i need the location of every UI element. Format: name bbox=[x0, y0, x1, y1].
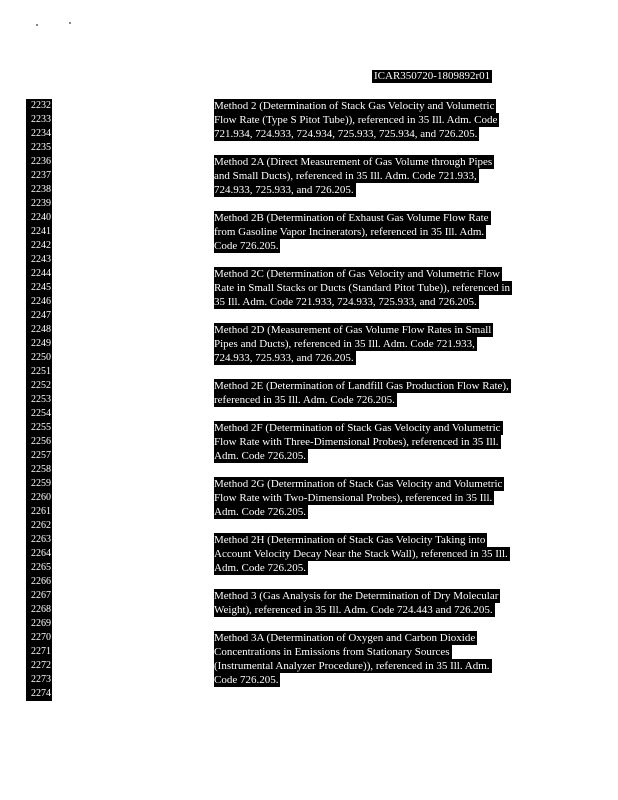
line-number: 2256 bbox=[26, 435, 52, 449]
line-number: 2250 bbox=[26, 351, 52, 365]
line-number: 2263 bbox=[26, 533, 52, 547]
line-number: 2272 bbox=[26, 659, 52, 673]
line-number: 2261 bbox=[26, 505, 52, 519]
line-number: 2248 bbox=[26, 323, 52, 337]
text-line: Adm. Code 726.205. bbox=[214, 450, 306, 462]
paragraph-gap bbox=[214, 463, 512, 477]
line-number: 2253 bbox=[26, 393, 52, 407]
line-number: 2246 bbox=[26, 295, 52, 309]
document-body bbox=[214, 99, 512, 701]
line-number: 2240 bbox=[26, 211, 52, 225]
paragraph-gap bbox=[214, 519, 512, 533]
text-line: Method 2E (Determination of Landfill Gas Production Flow Rate), bbox=[214, 380, 509, 392]
line-number: 2270 bbox=[26, 631, 52, 645]
text-line: Method 2G (Determination of Stack Gas Velocity and Volumetric bbox=[214, 478, 503, 490]
method-paragraph bbox=[214, 267, 512, 309]
paragraph-gap bbox=[214, 365, 512, 379]
text-line: Account Velocity Decay Near the Stack Wall), referenced in 35 Ill. bbox=[214, 548, 508, 560]
paragraph-gap bbox=[214, 407, 512, 421]
method-paragraph bbox=[214, 421, 512, 463]
line-number: 2251 bbox=[26, 365, 52, 379]
line-number: 2237 bbox=[26, 169, 52, 183]
line-number: 2264 bbox=[26, 547, 52, 561]
text-line: Method 3A (Determination of Oxygen and Carbon Dioxide bbox=[214, 632, 476, 644]
paragraph-gap bbox=[214, 617, 512, 631]
line-number: 2235 bbox=[26, 141, 52, 155]
text-line: Weight), referenced in 35 Ill. Adm. Code 724.443 and 726.205. bbox=[214, 604, 493, 616]
paragraph-gap bbox=[214, 141, 512, 155]
text-line: Concentrations in Emissions from Stationary Sources bbox=[214, 646, 450, 658]
text-line: Method 2H (Determination of Stack Gas Velocity Taking into bbox=[214, 534, 486, 546]
line-number: 2255 bbox=[26, 421, 52, 435]
line-number: 2245 bbox=[26, 281, 52, 295]
text-line: Rate in Small Stacks or Ducts (Standard Pitot Tube)), referenced in bbox=[214, 282, 511, 294]
text-line: Code 726.205. bbox=[214, 674, 279, 686]
line-number: 2269 bbox=[26, 617, 52, 631]
text-line: 724.933, 725.933, and 726.205. bbox=[214, 352, 354, 364]
text-line: Adm. Code 726.205. bbox=[214, 506, 306, 518]
line-number: 2247 bbox=[26, 309, 52, 323]
paragraph-gap bbox=[214, 253, 512, 267]
line-number: 2268 bbox=[26, 603, 52, 617]
method-paragraph bbox=[214, 379, 512, 407]
method-paragraph bbox=[214, 631, 512, 687]
line-number: 2234 bbox=[26, 127, 52, 141]
line-number: 2267 bbox=[26, 589, 52, 603]
method-paragraph bbox=[214, 589, 512, 617]
text-line: Flow Rate with Two-Dimensional Probes), referenced in 35 Ill. bbox=[214, 492, 493, 504]
text-line: Flow Rate with Three-Dimensional Probes), referenced in 35 Ill. bbox=[214, 436, 499, 448]
line-number: 2243 bbox=[26, 253, 52, 267]
text-line: Method 2F (Determination of Stack Gas Velocity and Volumetric bbox=[214, 422, 501, 434]
text-line: Method 2D (Measurement of Gas Volume Flow Rates in Small bbox=[214, 324, 492, 336]
line-number: 2242 bbox=[26, 239, 52, 253]
text-line: 724.933, 725.933, and 726.205. bbox=[214, 184, 354, 196]
text-line: Method 2B (Determination of Exhaust Gas Volume Flow Rate bbox=[214, 212, 489, 224]
line-number: 2254 bbox=[26, 407, 52, 421]
method-paragraph bbox=[214, 477, 512, 519]
text-line: referenced in 35 Ill. Adm. Code 726.205. bbox=[214, 394, 395, 406]
text-line: Method 2C (Determination of Gas Velocity and Volumetric Flow bbox=[214, 268, 500, 280]
text-line: Method 2A (Direct Measurement of Gas Volume through Pipes bbox=[214, 156, 493, 168]
line-number: 2258 bbox=[26, 463, 52, 477]
method-paragraph bbox=[214, 155, 512, 197]
text-line: 35 Ill. Adm. Code 721.933, 724.933, 725.933, and 726.205. bbox=[214, 296, 477, 308]
text-line: Code 726.205. bbox=[214, 240, 279, 252]
method-paragraph bbox=[214, 533, 512, 575]
text-line: Adm. Code 726.205. bbox=[214, 562, 306, 574]
line-number: 2244 bbox=[26, 267, 52, 281]
text-line: (Instrumental Analyzer Procedure)), referenced in 35 Ill. Adm. bbox=[214, 660, 490, 672]
line-number: 2265 bbox=[26, 561, 52, 575]
method-paragraph bbox=[214, 99, 512, 141]
text-line: Pipes and Ducts), referenced in 35 Ill. Adm. Code 721.933, bbox=[214, 338, 475, 350]
line-number: 2271 bbox=[26, 645, 52, 659]
text-line: 721.934, 724.933, 724.934, 725.933, 725.934, and 726.205. bbox=[214, 128, 478, 140]
text-line: Flow Rate (Type S Pitot Tube)), referenced in 35 Ill. Adm. Code bbox=[214, 114, 498, 126]
line-number: 2257 bbox=[26, 449, 52, 463]
line-number: 2233 bbox=[26, 113, 52, 127]
text-line: and Small Ducts), referenced in 35 Ill. Adm. Code 721.933, bbox=[214, 170, 477, 182]
text-line: Method 2 (Determination of Stack Gas Velocity and Volumetric bbox=[214, 100, 495, 112]
line-number: 2236 bbox=[26, 155, 52, 169]
line-number: 2266 bbox=[26, 575, 52, 589]
line-number: 2238 bbox=[26, 183, 52, 197]
line-number: 2259 bbox=[26, 477, 52, 491]
line-number: 2262 bbox=[26, 519, 52, 533]
line-number: 2274 bbox=[26, 687, 52, 701]
paragraph-gap bbox=[214, 197, 512, 211]
text-line: from Gasoline Vapor Incinerators), referenced in 35 Ill. Adm. bbox=[214, 226, 485, 238]
method-paragraph bbox=[214, 211, 512, 253]
paragraph-gap bbox=[214, 309, 512, 323]
scan-speck bbox=[36, 24, 38, 26]
paragraph-gap bbox=[214, 687, 512, 701]
line-number: 2273 bbox=[26, 673, 52, 687]
scan-speck bbox=[69, 22, 71, 24]
document-id: ICAR350720-1809892r01 bbox=[374, 70, 491, 82]
line-number: 2252 bbox=[26, 379, 52, 393]
line-number: 2241 bbox=[26, 225, 52, 239]
line-number: 2232 bbox=[26, 99, 52, 113]
method-paragraph bbox=[214, 323, 512, 365]
paragraph-gap bbox=[214, 575, 512, 589]
line-number: 2239 bbox=[26, 197, 52, 211]
line-number: 2260 bbox=[26, 491, 52, 505]
line-number: 2249 bbox=[26, 337, 52, 351]
line-number-column bbox=[26, 99, 52, 701]
text-line: Method 3 (Gas Analysis for the Determination of Dry Molecular bbox=[214, 590, 499, 602]
